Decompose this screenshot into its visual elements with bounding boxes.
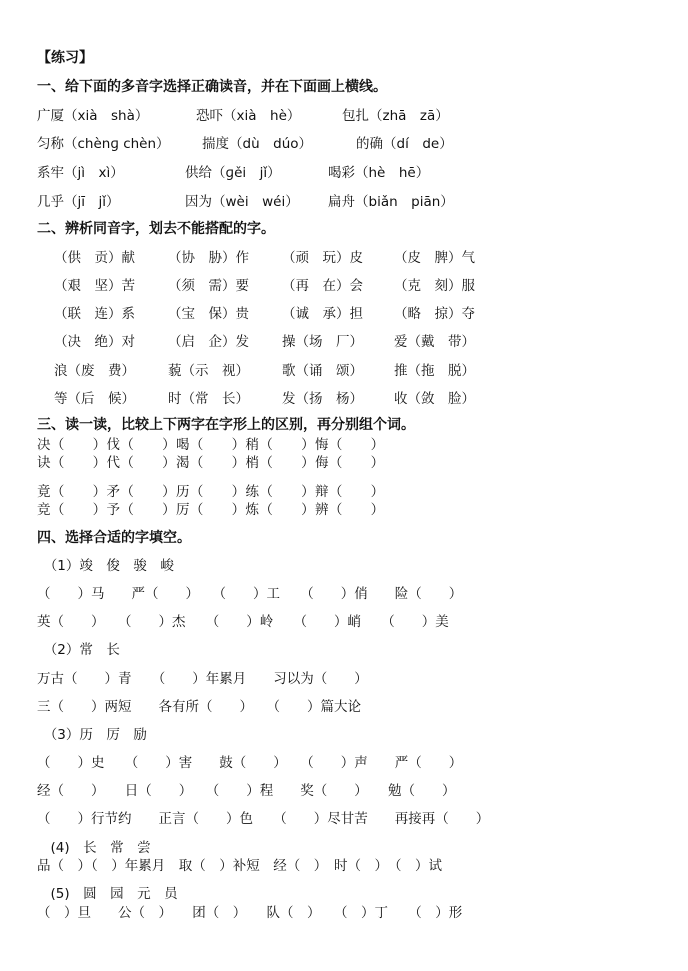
section3-row: 竟（ ）矛（ ）历（ ）练（ ）辩（ ） bbox=[37, 484, 385, 500]
section2-item: （启 企）发 bbox=[168, 334, 249, 350]
section2-item: （顽 玩）皮 bbox=[282, 250, 363, 266]
section4-line: 万古（ ）青 （ ）年累月 习以为（ ） bbox=[37, 671, 368, 687]
section3-row: 诀（ ）代（ ）渴（ ）梢（ ）侮（ ） bbox=[37, 455, 385, 471]
section1-item: 系牢（jì xì） bbox=[37, 165, 124, 181]
section2-item: 推（拖 脱） bbox=[394, 363, 475, 379]
section2-item: （协 胁）作 bbox=[168, 250, 249, 266]
section2-item: 歌（诵 颂） bbox=[282, 363, 363, 379]
section2-item: 时（常 长） bbox=[168, 391, 249, 407]
section1-item: 包扎（zhā zā） bbox=[342, 108, 449, 124]
section1-item: 匀称（chènɡ chèn） bbox=[37, 136, 170, 152]
section4-subheading: (5) 圆 园 元 员 bbox=[37, 886, 178, 902]
section1-heading: 一、给下面的多音字选择正确读音，并在下面画上横线。 bbox=[37, 79, 387, 95]
section4-heading: 四、选择合适的字填空。 bbox=[37, 530, 191, 546]
section2-item: （略 掠）夺 bbox=[394, 306, 475, 322]
section1-item: 广厦（xià shà） bbox=[37, 108, 149, 124]
section2-item: 操（场 厂） bbox=[282, 334, 363, 350]
section2-item: 等（后 候） bbox=[54, 391, 135, 407]
section1-item: 几乎（jī jǐ） bbox=[37, 194, 120, 210]
section4-subheading: （3）历 厉 励 bbox=[37, 727, 147, 743]
section2-item: （克 刻）服 bbox=[394, 278, 475, 294]
section2-item: （宝 保）贵 bbox=[168, 306, 249, 322]
section2-item: （供 贡）献 bbox=[54, 250, 135, 266]
section1-item: 供给（ɡěi jǐ） bbox=[185, 165, 281, 181]
section4-line: （ ）旦 公（ ） 团（ ） 队（ ） （ ）丁 （ ）形 bbox=[37, 905, 463, 921]
section4-line: 经（ ） 日（ ） （ ）程 奖（ ） 勉（ ） bbox=[37, 783, 456, 799]
section2-item: （再 在）会 bbox=[282, 278, 363, 294]
section1-item: 揣度（dù dúo） bbox=[202, 136, 313, 152]
section4-line: （ ）马 严（ ） （ ）工 （ ）俏 险（ ） bbox=[37, 586, 463, 602]
section2-item: （联 连）系 bbox=[54, 306, 135, 322]
section4-line: 品（ ）（ ）年累月 取（ ）补短 经（ ） 时（ ） （ ）试 bbox=[37, 858, 442, 874]
section2-item: （艰 坚）苦 bbox=[54, 278, 135, 294]
section2-item: （须 需）要 bbox=[168, 278, 249, 294]
section4-subheading: （2）常 长 bbox=[37, 642, 120, 658]
section2-item: （决 绝）对 bbox=[54, 334, 135, 350]
section2-item: 浪（废 费） bbox=[54, 363, 135, 379]
page-title: 【练习】 bbox=[37, 50, 93, 66]
section4-subheading: (4) 长 常 尝 bbox=[37, 840, 151, 856]
section2-item: 爱（戴 带） bbox=[394, 334, 475, 350]
section2-item: （诚 承）担 bbox=[282, 306, 363, 322]
section3-heading: 三、读一读，比较上下两字在字形上的区别，再分别组个词。 bbox=[37, 417, 415, 433]
section1-item: 喝彩（hè hē） bbox=[328, 165, 430, 181]
section3-row: 决（ ）伐（ ）喝（ ）稍（ ）悔（ ） bbox=[37, 437, 385, 453]
section3-row: 竞（ ）予（ ）厉（ ）炼（ ）辨（ ） bbox=[37, 502, 385, 518]
section1-item: 因为（wèi wéi） bbox=[185, 194, 299, 210]
section2-item: 收（敛 脸） bbox=[394, 391, 475, 407]
section2-item: 发（扬 杨） bbox=[282, 391, 363, 407]
section4-line: 三（ ）两短 各有所（ ） （ ）篇大论 bbox=[37, 699, 361, 715]
section1-item: 的确（dí de） bbox=[356, 136, 453, 152]
section4-line: 英（ ） （ ）杰 （ ）岭 （ ）峭 （ ）美 bbox=[37, 614, 449, 630]
section2-item: 藐（示 视） bbox=[168, 363, 249, 379]
section2-heading: 二、辨析同音字，划去不能搭配的字。 bbox=[37, 221, 275, 237]
section4-line: （ ）史 （ ）害 鼓（ ） （ ）声 严（ ） bbox=[37, 755, 463, 771]
section1-item: 恐吓（xià hè） bbox=[196, 108, 301, 124]
section2-item: （皮 脾）气 bbox=[394, 250, 475, 266]
section4-subheading: （1）竣 俊 骏 峻 bbox=[37, 558, 174, 574]
section1-item: 扁舟（biǎn piān） bbox=[328, 194, 454, 210]
section4-line: （ ）行节约 正言（ ）色 （ ）尽甘苦 再接再（ ） bbox=[37, 811, 490, 827]
